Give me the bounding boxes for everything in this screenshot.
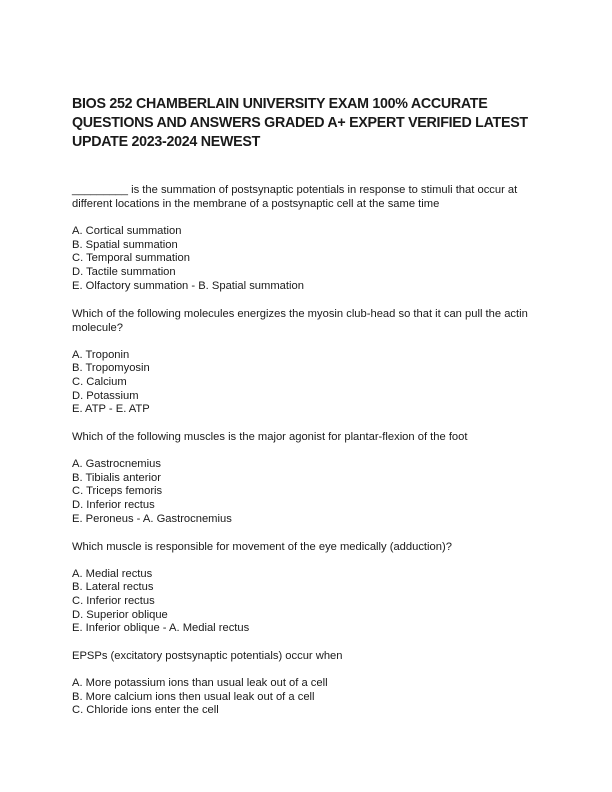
answer-option: B. Tropomyosin [72, 362, 150, 375]
question-text: EPSPs (excitatory postsynaptic potentials) occur when [72, 650, 343, 663]
options-list [72, 458, 544, 527]
answer-option: C. Calcium [72, 375, 127, 388]
answer-option: D. Potassium [72, 389, 139, 402]
answer-option: D. Inferior rectus [72, 499, 155, 512]
answer-option: A. Gastrocnemius [72, 458, 161, 471]
answer-option: C. Triceps femoris [72, 485, 163, 498]
question-block [72, 430, 544, 527]
answer-option: C. Inferior rectus [72, 594, 155, 607]
answer-option: C. Temporal summation [72, 252, 190, 265]
question-text: Which of the following molecules energizes the myosin club-head so that it can pull the actin molecule? [72, 307, 528, 334]
question-block [72, 307, 544, 418]
answer-option: E. Inferior oblique - A. Medial rectus [72, 622, 250, 635]
answer-option: C. Chloride ions enter the cell [72, 704, 219, 717]
answer-option: D. Superior oblique [72, 608, 168, 621]
answer-option: E. Olfactory summation - B. Spatial summation [72, 279, 304, 292]
answer-option: D. Tactile summation [72, 266, 176, 279]
document-page [72, 94, 544, 731]
answer-option: B. Spatial summation [72, 238, 178, 251]
question-text: Which muscle is responsible for movement of the eye medically (adduction)? [72, 540, 452, 553]
question-block [72, 540, 544, 637]
answer-option: A. More potassium ions than usual leak out of a cell [72, 677, 328, 690]
question-text: Which of the following muscles is the major agonist for plantar-flexion of the foot [72, 431, 468, 444]
answer-option: E. Peroneus - A. Gastrocnemius [72, 512, 232, 525]
question-text: _________ is the summation of postsynaptic potentials in response to stimuli that occur at different locations in the membrane of a postsynaptic cell at the same time [72, 184, 518, 210]
question-block [72, 183, 544, 294]
options-list [72, 225, 544, 294]
answer-option: B. Lateral rectus [72, 581, 154, 594]
question-block [72, 649, 544, 718]
options-list [72, 568, 544, 637]
options-list [72, 349, 544, 418]
answer-option: A. Medial rectus [72, 567, 153, 580]
answer-option: B. More calcium ions then usual leak out of a cell [72, 690, 315, 703]
answer-option: A. Troponin [72, 348, 130, 361]
answer-option: A. Cortical summation [72, 225, 182, 237]
document-title: BIOS 252 CHAMBERLAIN UNIVERSITY EXAM 100% ACCURATE QUESTIONS AND ANSWERS GRADED A+ EXPERT VERIFIED LATEST UPDATE 2023-2024 NEWEST [72, 95, 528, 150]
answer-option: B. Tibialis anterior [72, 471, 161, 484]
options-list [72, 677, 544, 718]
answer-option: E. ATP - E. ATP [72, 403, 150, 416]
